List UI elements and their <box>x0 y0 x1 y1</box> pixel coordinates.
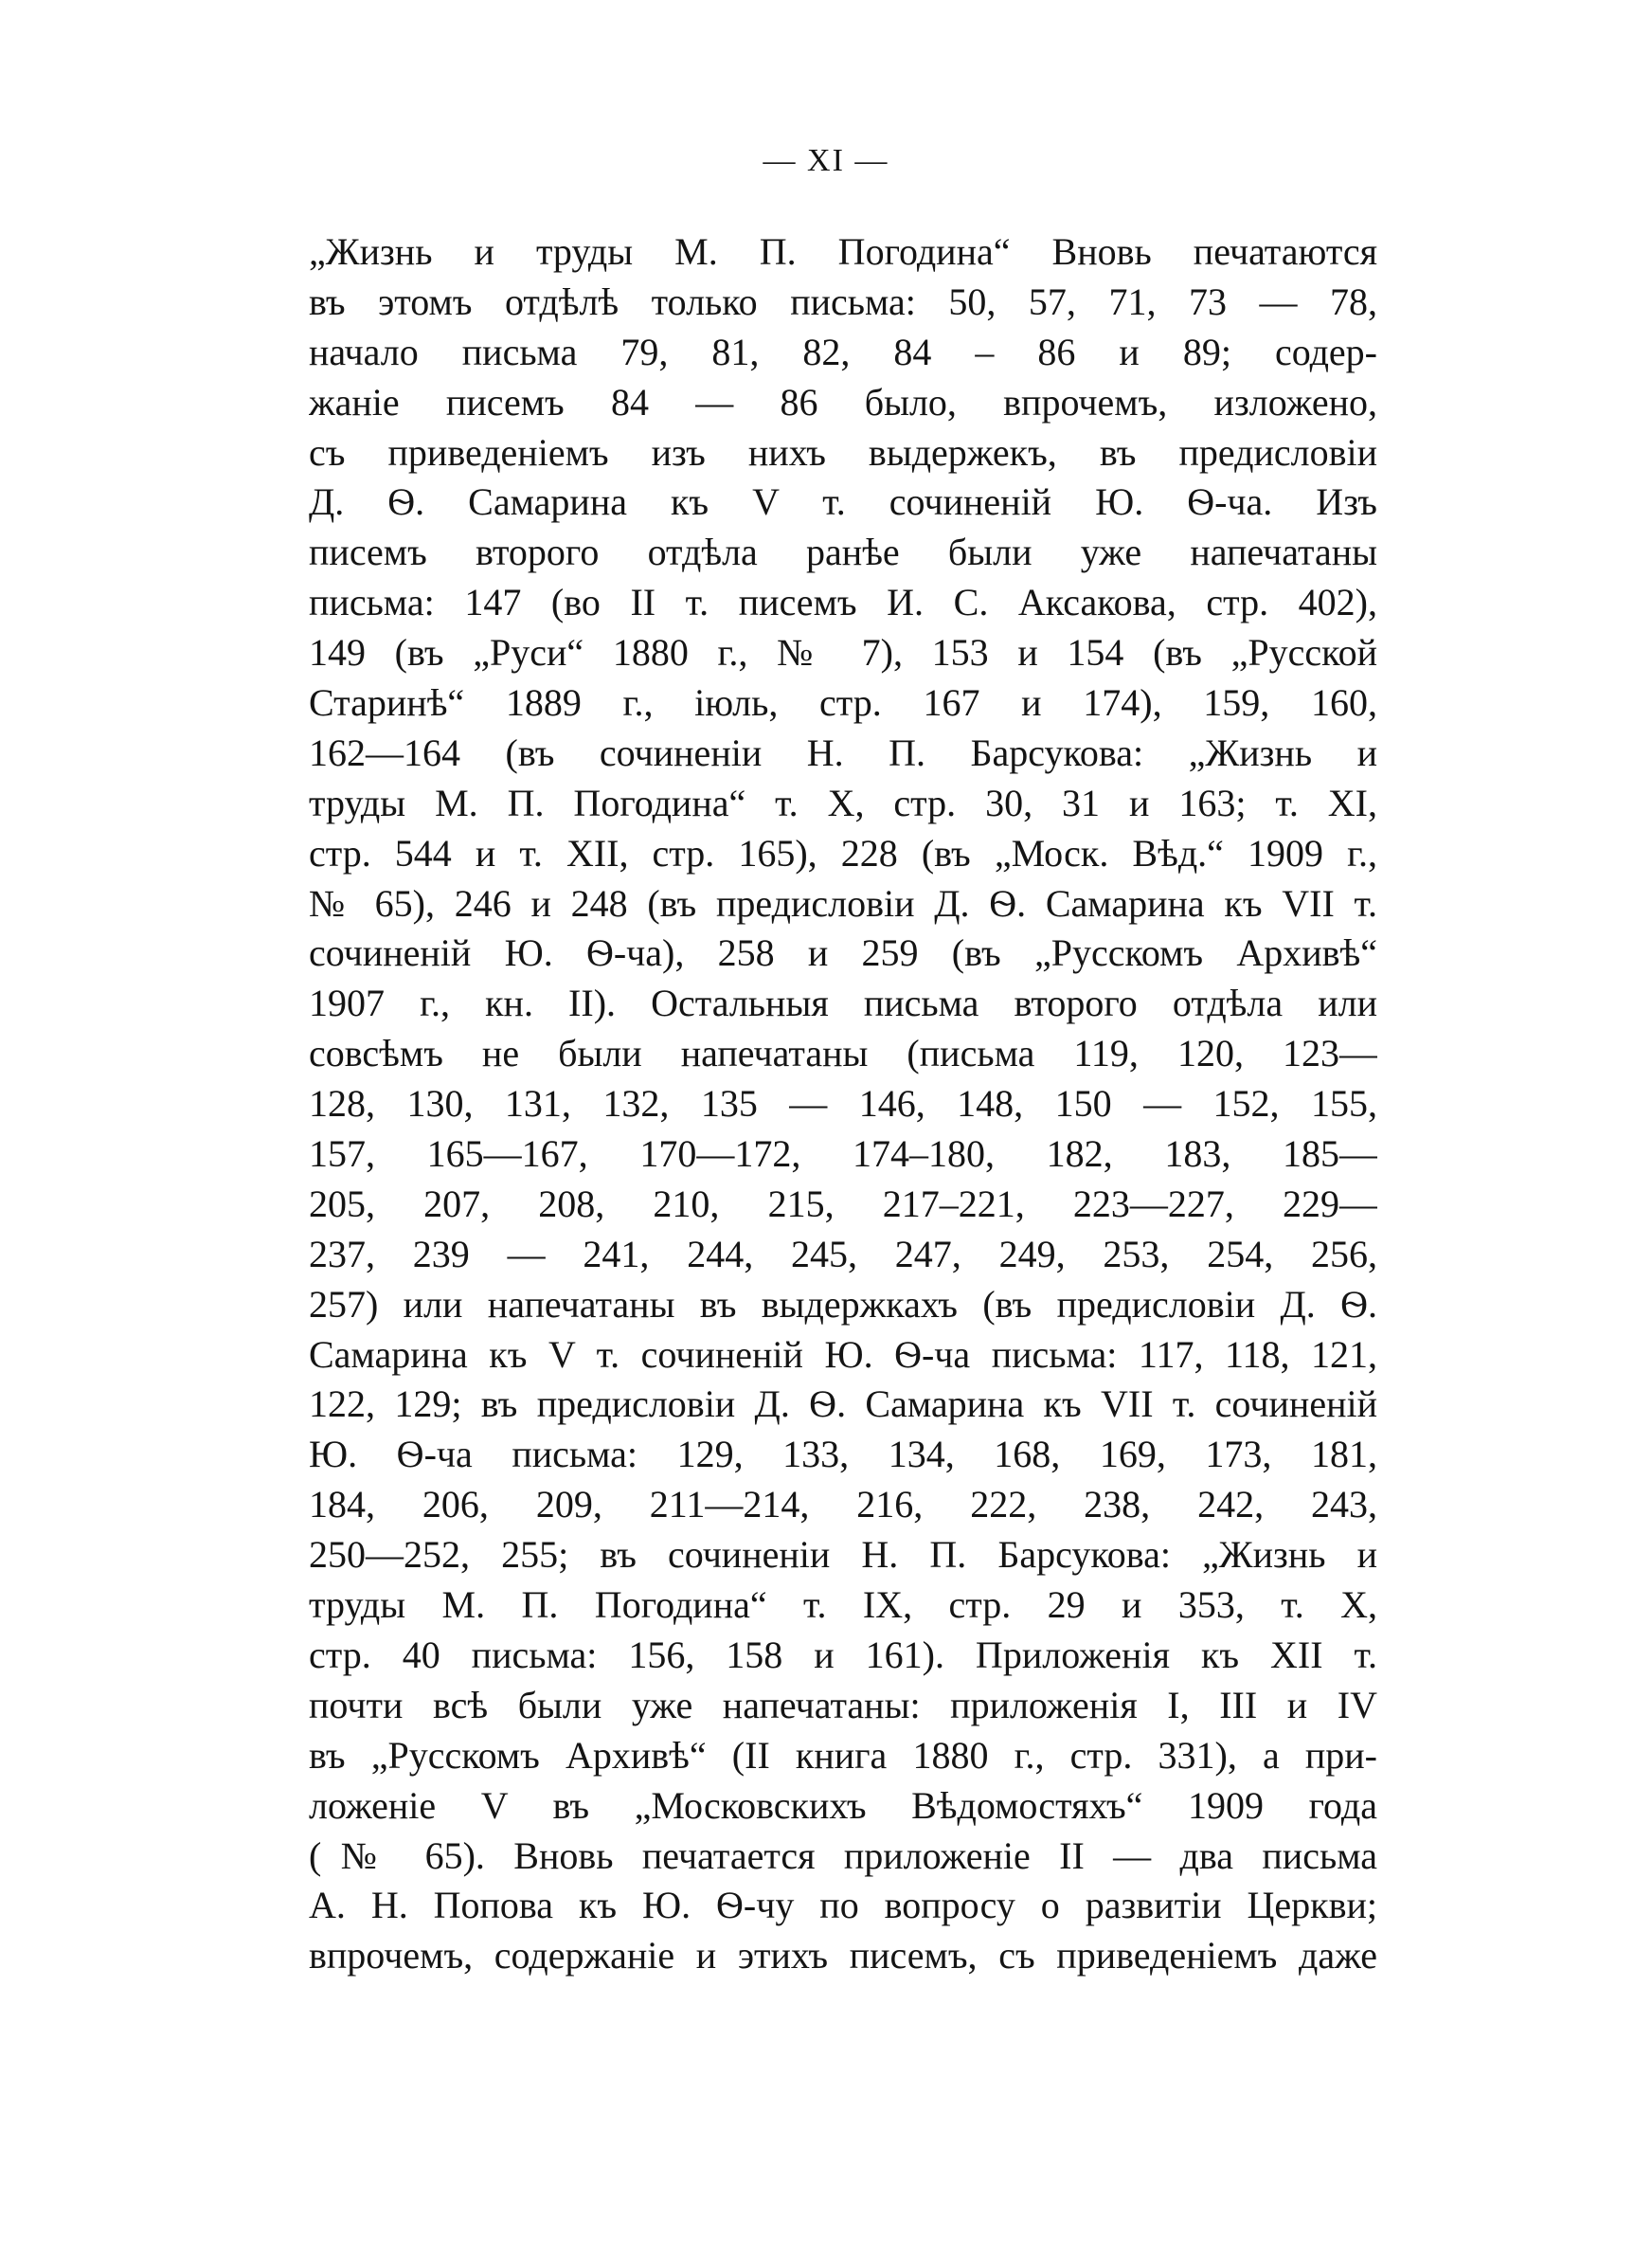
body-text <box>309 227 1377 1981</box>
text-line: письма: 147 (во II т. писемъ И. С. Аксакова, стр. 402), <box>309 581 1377 624</box>
text-line: 205, 207, 208, 210, 215, 217–221, 223—227, 229— <box>309 1182 1377 1225</box>
text-line: 128, 130, 131, 132, 135 — 146, 148, 150 — 152, 155, <box>309 1082 1377 1126</box>
text-line: 257) или напечатаны въ выдержкахъ (въ предисловіи Д. Ѳ. <box>309 1282 1377 1326</box>
text-line: въ „Русскомъ Архивѣ“ (II книга 1880 г., стр. 331), а при- <box>309 1733 1377 1777</box>
text-line: 237, 239 — 241, 244, 245, 247, 249, 253, 254, 256, <box>309 1232 1377 1275</box>
text-line: ложеніе V въ „Московскихъ Вѣдомостяхъ“ 1909 года <box>309 1783 1377 1827</box>
text-line: сочиненій Ю. Ѳ-ча), 258 и 259 (въ „Русскомъ Архивѣ“ <box>309 931 1377 975</box>
text-line: почти всѣ были уже напечатаны: приложенія I, III и IV <box>309 1683 1377 1726</box>
text-line: съ приведеніемъ изъ нихъ выдержекъ, въ предисловіи <box>309 430 1377 474</box>
text-line: 149 (въ „Руси“ 1880 г., № 7), 153 и 154 (въ „Русской <box>309 631 1377 675</box>
text-line: въ этомъ отдѣлѣ только письма: 50, 57, 71, 73 — 78, <box>309 280 1377 323</box>
text-line: Д. Ѳ. Самарина къ V т. сочиненій Ю. Ѳ-ча. Изъ <box>309 480 1377 524</box>
text-line: труды М. П. Погодина“ т. X, стр. 30, 31 и 163; т. XI, <box>309 781 1377 824</box>
text-line: 1907 г., кн. II). Остальныя письма второго отдѣла или <box>309 982 1377 1025</box>
text-line: 250—252, 255; въ сочиненіи Н. П. Барсукова: „Жизнь и <box>309 1533 1377 1577</box>
text-line: труды М. П. Погодина“ т. IX, стр. 29 и 353, т. X, <box>309 1583 1377 1627</box>
text-line: Старинѣ“ 1889 г., іюль, стр. 167 и 174), 159, 160, <box>309 681 1377 725</box>
text-line: стр. 544 и т. XII, стр. 165), 228 (въ „Моск. Вѣд.“ 1909 г., <box>309 831 1377 875</box>
text-line: 162—164 (въ сочиненіи Н. П. Барсукова: „Жизнь и <box>309 731 1377 774</box>
text-line: Самарина къ V т. сочиненій Ю. Ѳ-ча письма: 117, 118, 121, <box>309 1332 1377 1376</box>
text-line: (№ 65). Вновь печатается приложеніе II — два письма <box>309 1833 1377 1877</box>
page-number: — XI — <box>763 143 889 178</box>
text-line: писемъ второго отдѣла ранѣе были уже напечатаны <box>309 531 1377 574</box>
text-line: стр. 40 письма: 156, 158 и 161). Приложенія къ XII т. <box>309 1633 1377 1676</box>
text-line: Ю. Ѳ-ча письма: 129, 133, 134, 168, 169, 173, 181, <box>309 1433 1377 1476</box>
text-line: „Жизнь и труды М. П. Погодина“ Вновь печатаются <box>309 230 1377 273</box>
text-line: 184, 206, 209, 211—214, 216, 222, 238, 242, 243, <box>309 1483 1377 1526</box>
text-line: совсѣмъ не были напечатаны (письма 119, 120, 123— <box>309 1032 1377 1075</box>
text-line: жаніе писемъ 84 — 86 было, впрочемъ, изложено, <box>309 380 1377 424</box>
text-line: 157, 165—167, 170—172, 174–180, 182, 183, 185— <box>309 1132 1377 1176</box>
text-line: впрочемъ, содержаніе и этихъ писемъ, съ приведеніемъ даже <box>309 1934 1377 1977</box>
text-line: 122, 129; въ предисловіи Д. Ѳ. Самарина къ VII т. сочиненій <box>309 1382 1377 1426</box>
text-line: начало письма 79, 81, 82, 84 – 86 и 89; содер- <box>309 330 1377 373</box>
text-line: А. Н. Попова къ Ю. Ѳ-чу по вопросу о развитіи Церкви; <box>309 1884 1377 1927</box>
text-line: № 65), 246 и 248 (въ предисловіи Д. Ѳ. Самарина къ VII т. <box>309 881 1377 925</box>
